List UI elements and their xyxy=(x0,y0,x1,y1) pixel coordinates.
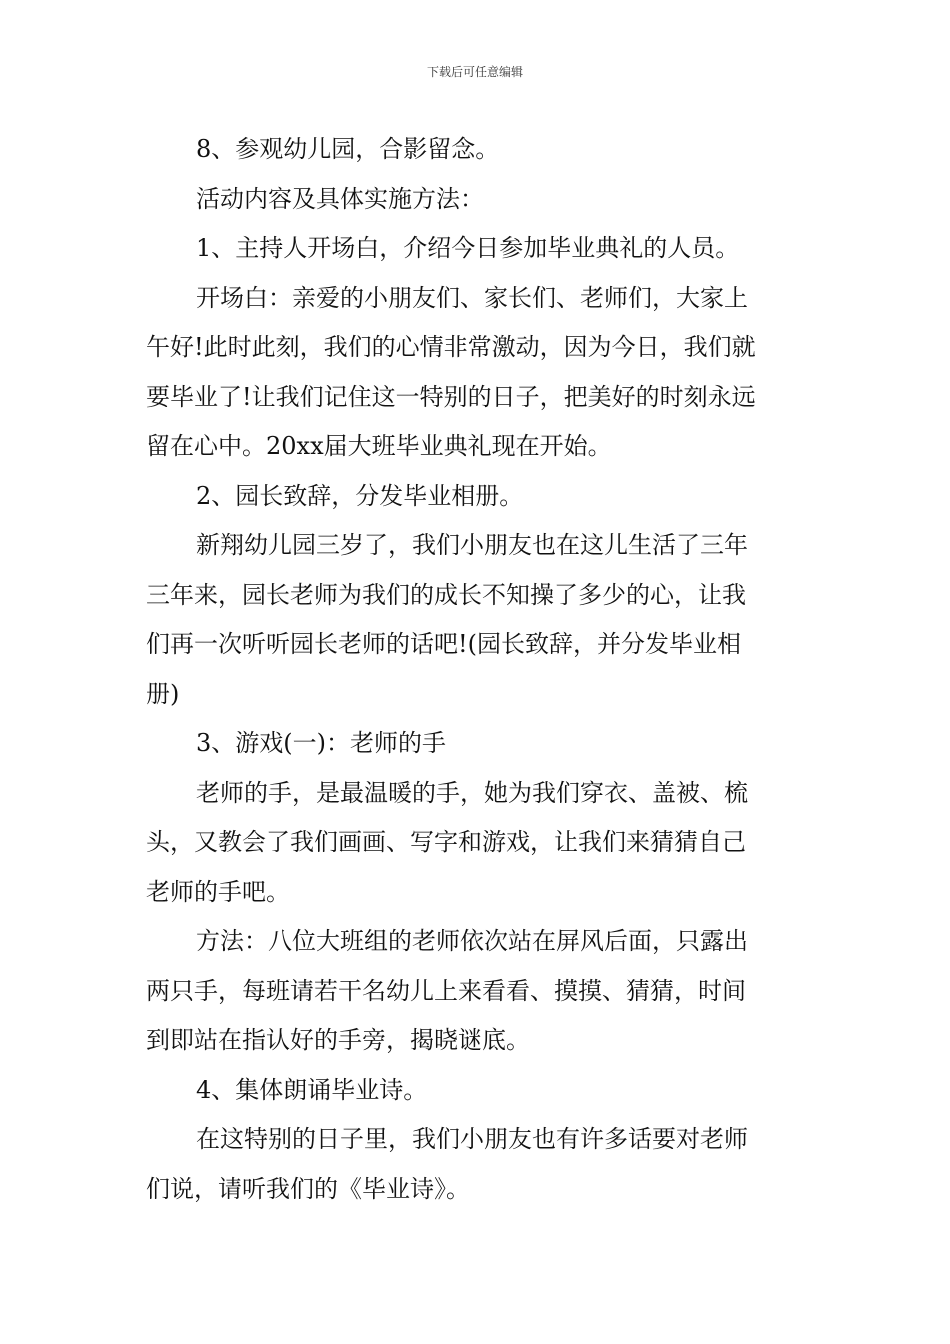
step-1-heading: 1、主持人开场白，介绍今日参加毕业典礼的人员。 xyxy=(196,234,740,262)
paragraph-line: 们说，请听我们的《毕业诗》。 xyxy=(146,1174,470,1203)
paragraph-line: 老师的手吧。 xyxy=(146,877,290,906)
list-item-8: 8、参观幼儿园，合影留念。 xyxy=(196,135,500,163)
page-header: 下载后可任意编辑 xyxy=(426,65,523,79)
paragraph-line: 老师的手，是最温暖的手，她为我们穿衣、盖被、梳 xyxy=(196,778,748,807)
document-body xyxy=(146,125,810,1214)
paragraph-line: 开场白：亲爱的小朋友们、家长们、老师们，大家上 xyxy=(196,283,748,312)
section-heading: 活动内容及具体实施方法： xyxy=(196,184,484,213)
paragraph-line: 午好!此时此刻，我们的心情非常激动，因为今日，我们就 xyxy=(146,333,756,361)
paragraph-line: 新翔幼儿园三岁了，我们小朋友也在这儿生活了三年 xyxy=(196,531,748,559)
paragraph-line: 在这特别的日子里，我们小朋友也有许多话要对老师 xyxy=(196,1125,748,1153)
paragraph-line: 留在心中。20xx届大班毕业典礼现在开始。 xyxy=(146,432,612,460)
paragraph-line: 方法：八位大班组的老师依次站在屏风后面，只露出 xyxy=(196,927,748,955)
paragraph-line: 们再一次听听园长老师的话吧!(园长致辞，并分发毕业相 xyxy=(146,630,742,658)
paragraph-line: 册) xyxy=(146,679,180,708)
step-4-heading: 4、集体朗诵毕业诗。 xyxy=(196,1075,428,1104)
paragraph-line: 头，又教会了我们画画、写字和游戏，让我们来猜猜自己 xyxy=(146,828,746,856)
paragraph-line: 两只手，每班请若干名幼儿上来看看、摸摸、猜猜，时间 xyxy=(146,976,746,1005)
step-3-heading: 3、游戏(一)：老师的手 xyxy=(196,729,446,757)
paragraph-line: 到即站在指认好的手旁，揭晓谜底。 xyxy=(146,1026,530,1054)
paragraph-line: 三年来，园长老师为我们的成长不知操了多少的心，让我 xyxy=(146,580,746,609)
step-2-heading: 2、园长致辞，分发毕业相册。 xyxy=(196,481,524,510)
paragraph-line: 要毕业了!让我们记住这一特别的日子，把美好的时刻永远 xyxy=(146,382,756,411)
